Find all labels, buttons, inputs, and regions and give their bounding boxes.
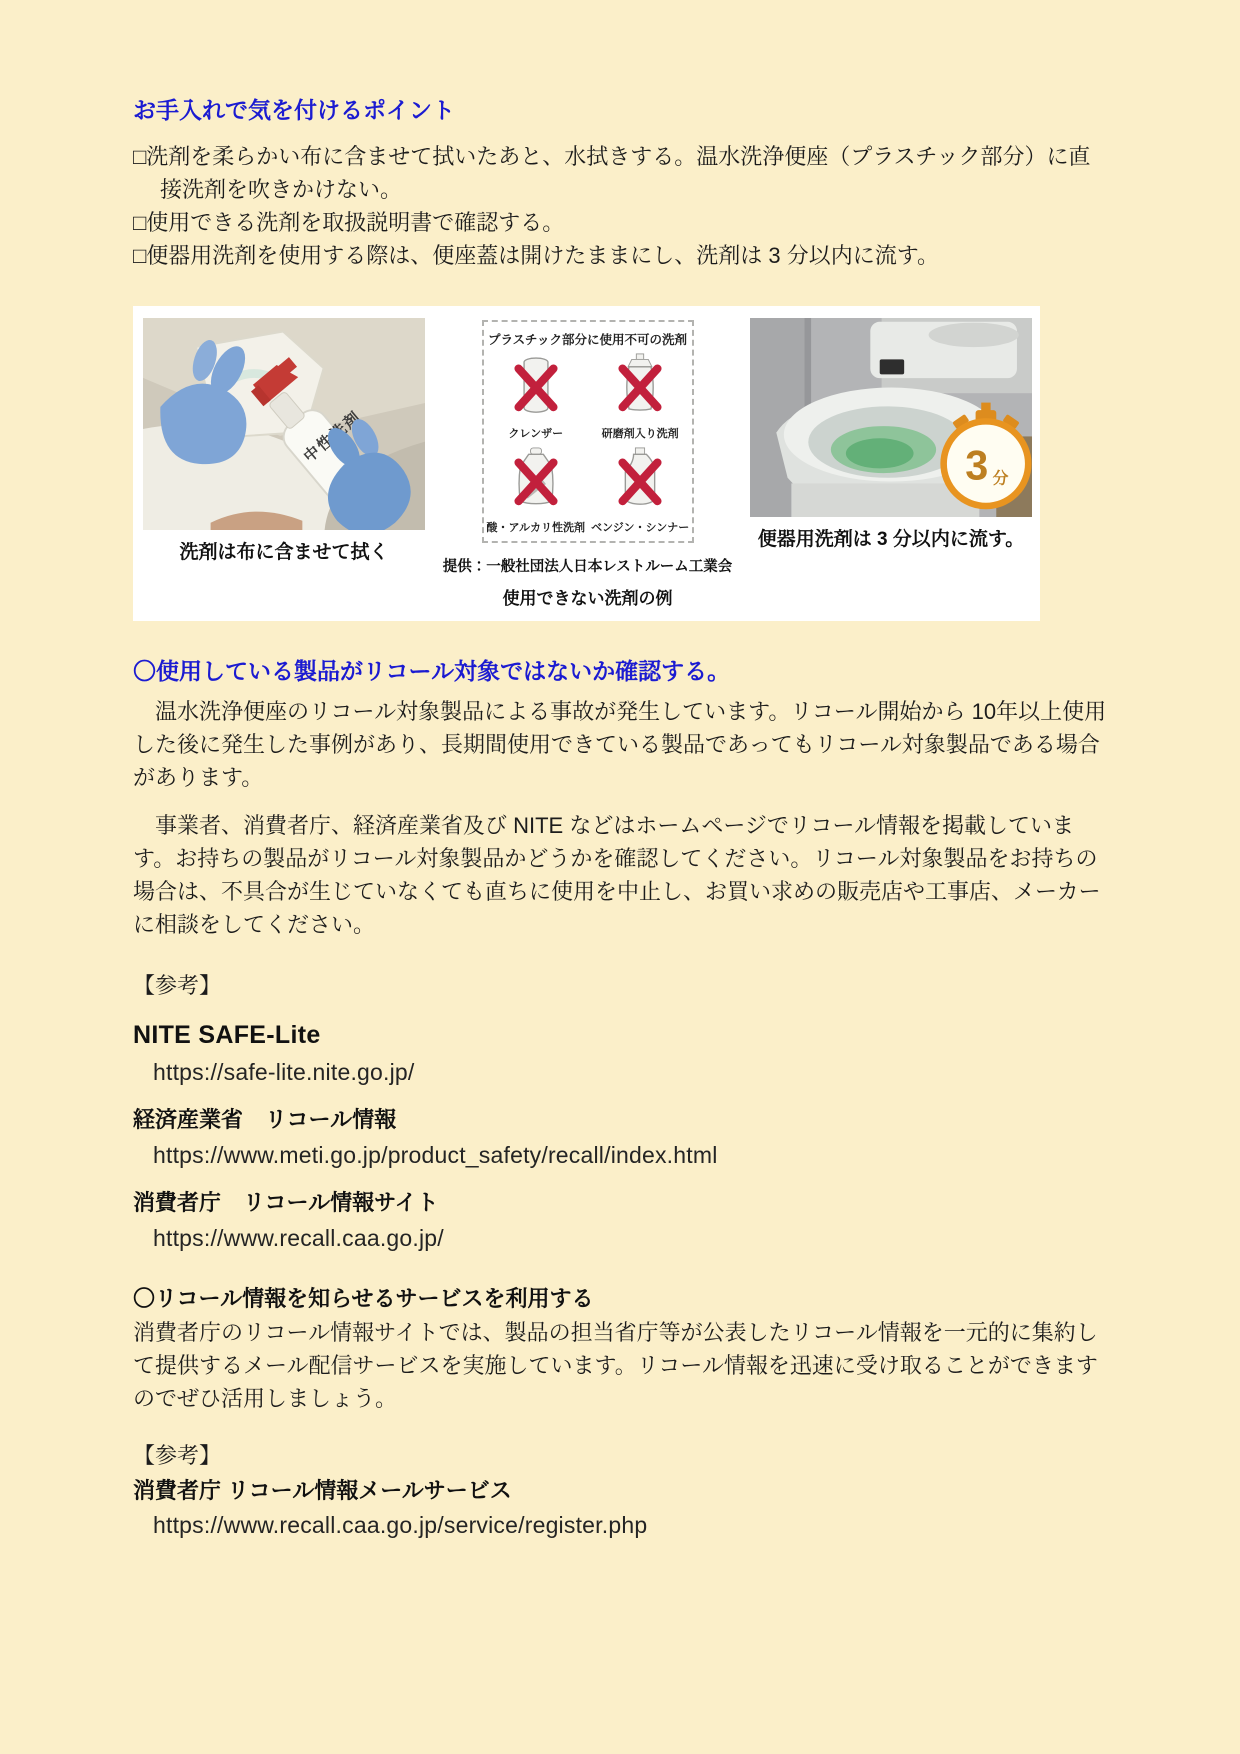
abrasive-detergent-icon [611, 353, 669, 419]
link-group-caa [133, 1188, 1107, 1254]
recall-paragraph-2: 事業者、消費者庁、経済産業省及び NITE などはホームページでリコール情報を掲載しています。お持ちの製品がリコール対象製品かどうかを確認してください。リコール対象製品をお持ちの場合は、不具合が生じていなくても直ちに使用を中止し、お買い求めの販売店や工事店、メーカーに相談をしてください。 [133, 812, 1101, 937]
prohibited-detergents-box [482, 320, 694, 543]
link-title-caa: 消費者庁 リコール情報サイト [133, 1190, 439, 1216]
link-url-mail-service[interactable]: https://www.recall.caa.go.jp/service/register.php [153, 1512, 648, 1539]
prohibited-item [487, 353, 586, 441]
figure-panel [133, 306, 1040, 621]
prohibited-item-label: 酸・アルカリ性洗剤 [486, 521, 586, 534]
service-paragraph: 消費者庁のリコール情報サイトでは、製品の担当省庁等が公表したリコール情報を一元的に集約して提供するメール配信サービスを実施しています。リコール情報を迅速に受け取ることができますのでぜひ活用しましょう。 [133, 1319, 1098, 1411]
figure-toilet-photo [750, 318, 1032, 551]
badge-unit-text: 分 [992, 470, 1009, 488]
prohibited-item [591, 447, 689, 535]
wipe-photo-illustration [143, 318, 425, 530]
prohibited-items-grid [487, 353, 689, 535]
prohibited-box-title: プラスチック部分に使用不可の洗剤 [487, 332, 687, 347]
link-group-meti [133, 1105, 1107, 1171]
link-url-caa[interactable]: https://www.recall.caa.go.jp/ [153, 1224, 444, 1251]
prohibited-item-label: 研磨剤入り洗剤 [601, 427, 679, 440]
figure-caption-prohibited: 使用できない洗剤の例 [502, 588, 673, 608]
link-url-meti[interactable]: https://www.meti.go.jp/product_safety/recall/index.html [153, 1142, 718, 1169]
acid-alkali-detergent-icon [507, 447, 565, 513]
recall-section-heading: 〇使用している製品がリコール対象ではないか確認する。 [133, 657, 731, 684]
recall-paragraph-1: 温水洗浄便座のリコール対象製品による事故が発生しています。リコール開始から 10年以上使用した後に発生した事例があり、長期間使用できている製品であってもリコール対象製品である場合があります。 [133, 698, 1107, 790]
link-url-nite[interactable]: https://safe-lite.nite.go.jp/ [153, 1059, 415, 1086]
service-section-heading: 〇リコール情報を知らせるサービスを利用する [133, 1285, 594, 1311]
checklist-item: □使用できる洗剤を取扱説明書で確認する。 [133, 209, 565, 235]
prohibited-item [487, 447, 586, 535]
reference-label: 【参考】 [133, 972, 222, 998]
link-title-nite: NITE SAFE-Lite [133, 1020, 321, 1049]
figure-prohibited-detergents [427, 318, 749, 609]
prohibited-item-label: ベンジン・シンナー [591, 521, 690, 534]
cleanser-can-icon [507, 353, 565, 419]
benzine-thinner-icon [611, 447, 669, 513]
badge-number-text: 3 [965, 442, 989, 489]
prohibited-item-label: クレンザー [508, 427, 564, 440]
figure-credit: 提供：一般社団法人日本レストルーム工業会 [442, 558, 733, 575]
care-checklist [133, 140, 1107, 272]
prohibited-item [591, 353, 689, 441]
figure-wipe-photo [143, 318, 425, 564]
reference-label: 【参考】 [133, 1442, 222, 1468]
link-group-mail-service [133, 1476, 1107, 1542]
link-title-meti: 経済産業省 リコール情報 [133, 1107, 397, 1133]
care-section-heading: お手入れで気を付けるポイント [133, 97, 455, 123]
figure-caption-wipe: 洗剤は布に含ませて拭く [179, 542, 389, 564]
checklist-item: □洗剤を柔らかい布に含ませて拭いたあと、水拭きする。温水洗浄便座（プラスチック部分）に直接洗剤を吹きかけない。 [133, 143, 1091, 202]
figure-caption-toilet: 便器用洗剤は 3 分以内に流す。 [757, 529, 1025, 551]
link-title-mail-service: 消費者庁 リコール情報メールサービス [133, 1477, 512, 1503]
link-group-nite [133, 1019, 1107, 1089]
checklist-item: □便器用洗剤を使用する際は、便座蓋は開けたままにし、洗剤は 3 分以内に流す。 [133, 242, 939, 268]
toilet-photo-illustration [750, 318, 1032, 517]
